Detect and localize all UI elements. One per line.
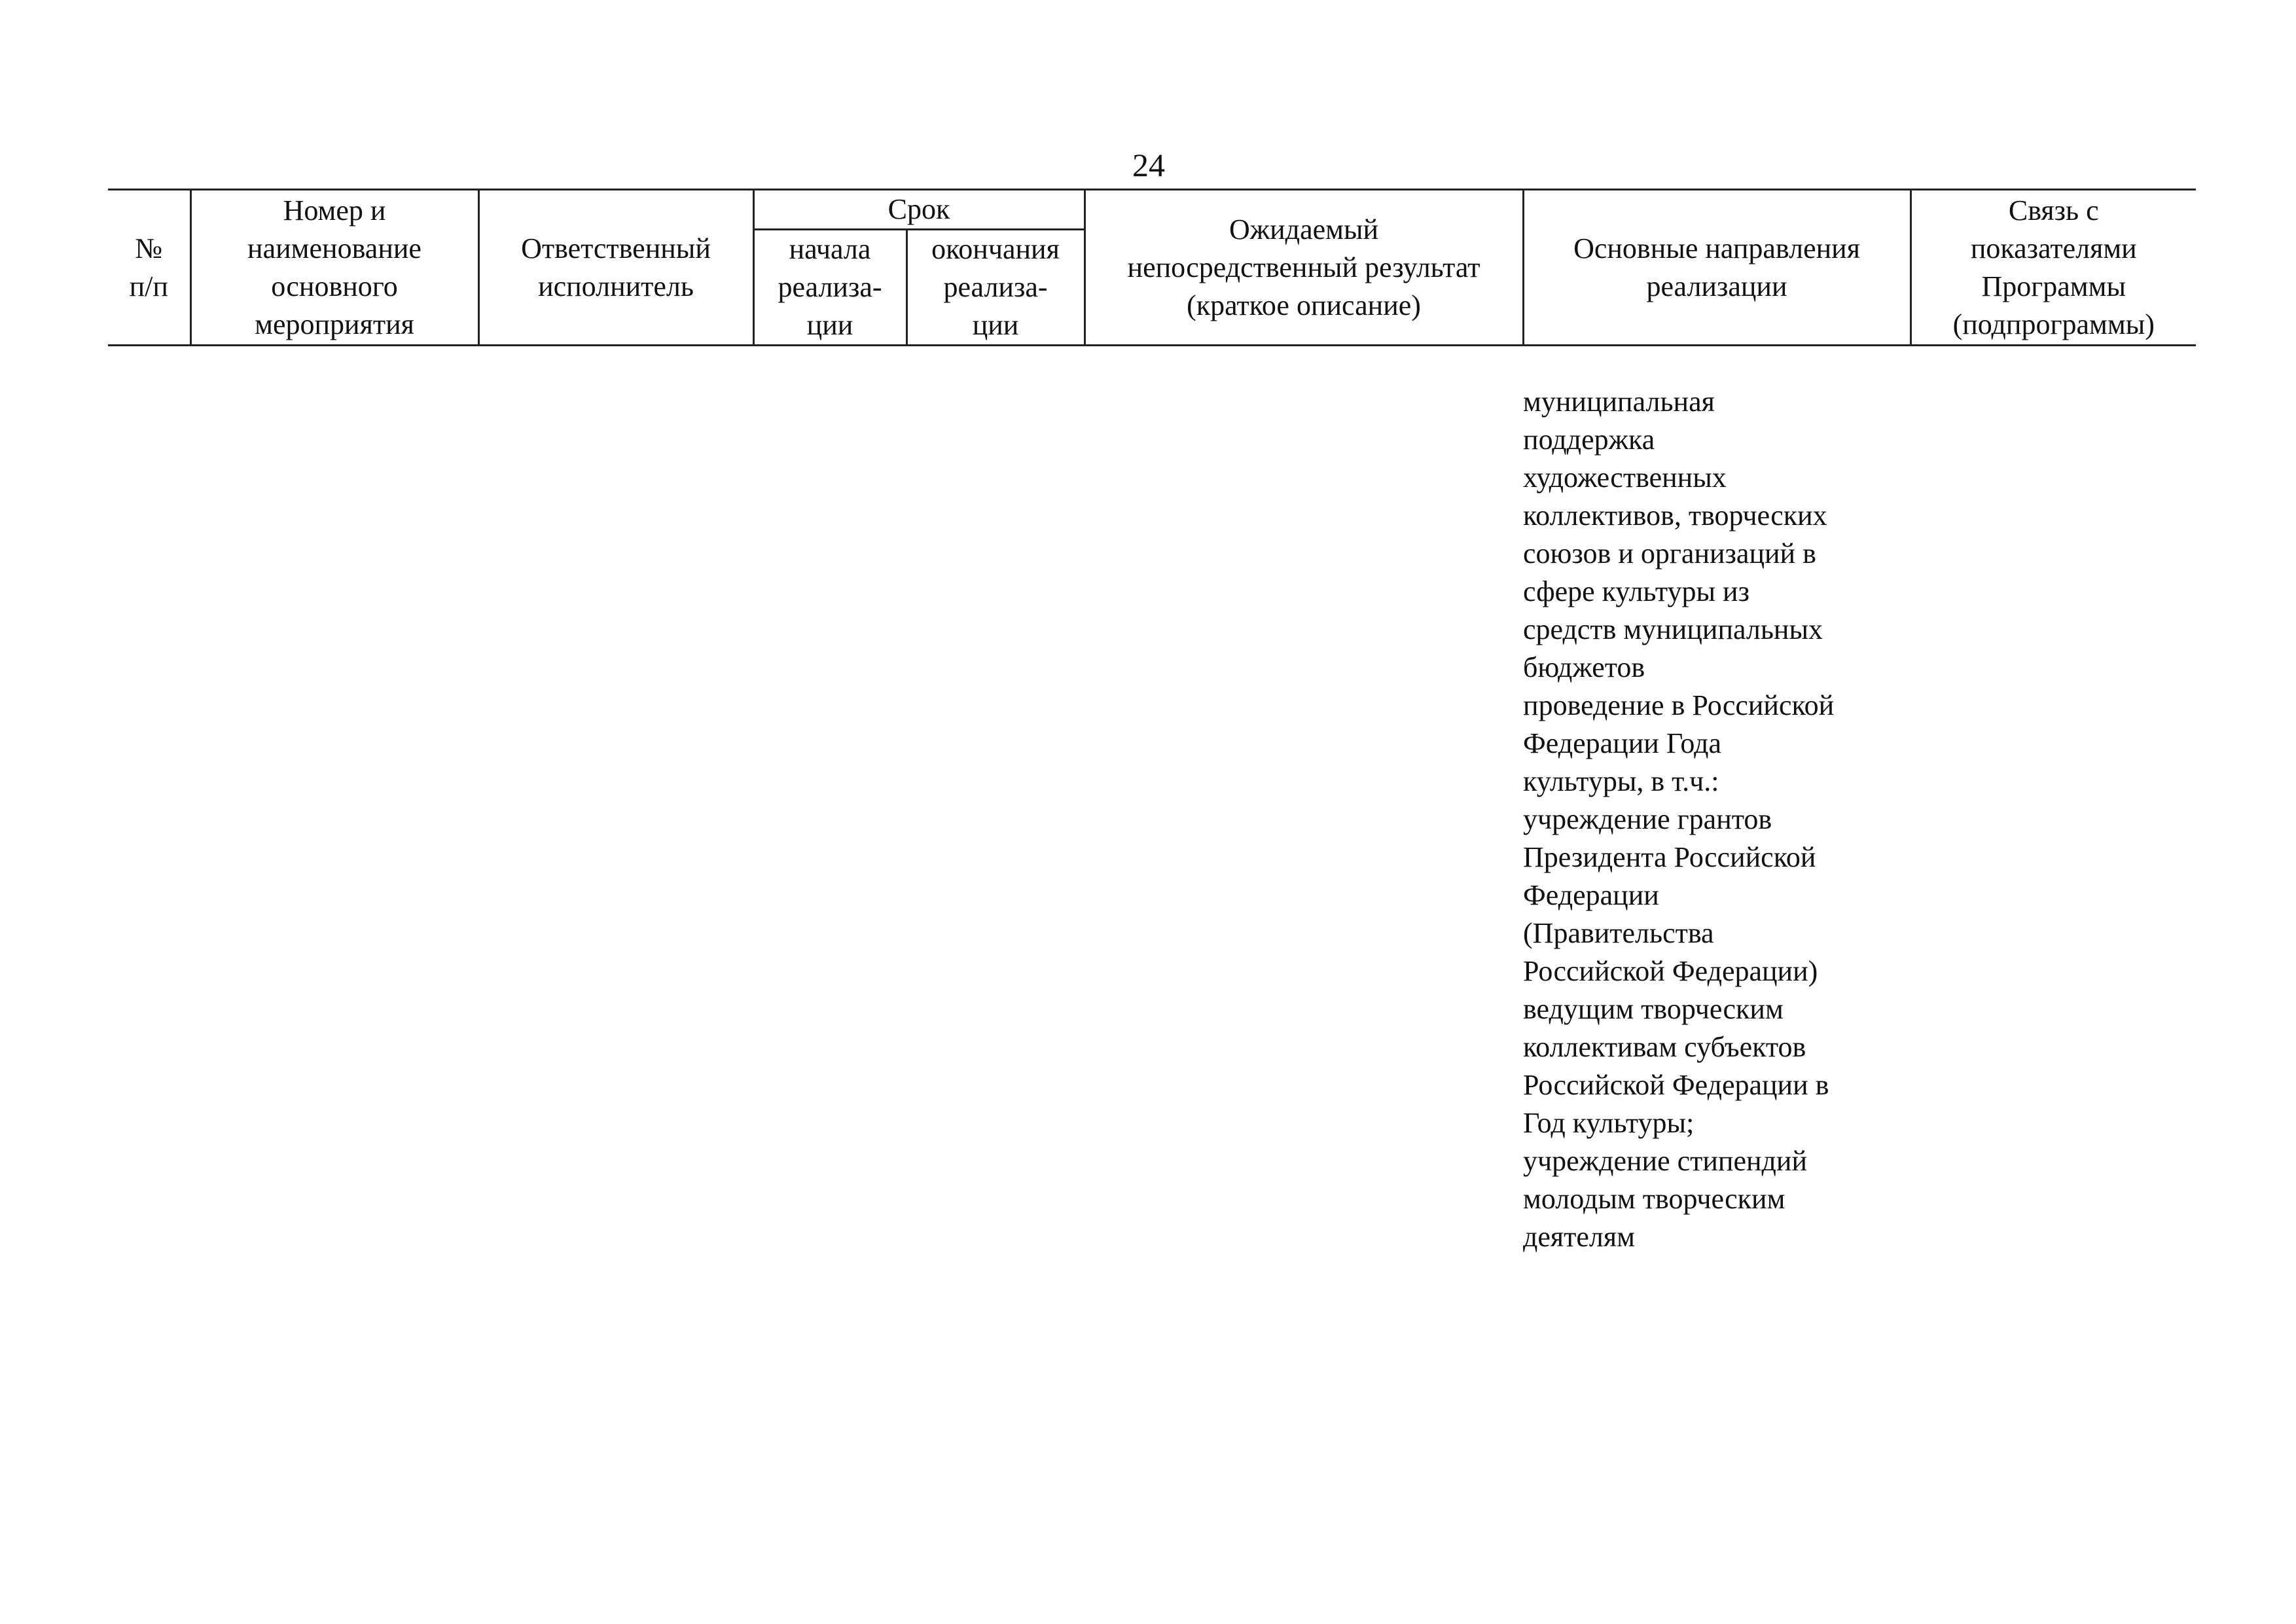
header-term: Срок: [753, 190, 1085, 230]
directions-line: коллективов, творческих: [1523, 499, 1827, 532]
directions-line: молодым творческим: [1523, 1183, 1785, 1215]
directions-line: бюджетов: [1523, 651, 1645, 683]
directions-line: деятелям: [1523, 1221, 1635, 1253]
activities-table: [108, 189, 2196, 1256]
directions-line: Федерации Года: [1523, 727, 1722, 759]
page-number: 24: [1132, 147, 1165, 183]
directions-line: Год культуры;: [1523, 1107, 1695, 1139]
directions-line: сфере культуры из: [1523, 575, 1749, 607]
header-num: № п/п: [108, 190, 190, 346]
directions-line: Российской Федерации): [1523, 955, 1818, 987]
table-row: [108, 346, 2196, 1257]
directions-line: учреждение грантов: [1523, 803, 1772, 835]
header-result: Ожидаемый непосредственный результат (краткое описание): [1085, 190, 1523, 346]
cell-directions: [1523, 346, 1910, 1257]
directions-line: Федерации: [1523, 879, 1659, 911]
directions-line: учреждение стипендий: [1523, 1145, 1808, 1177]
directions-line: Президента Российской: [1523, 841, 1816, 873]
directions-line: коллективам субъектов: [1523, 1031, 1806, 1063]
header-term-start: начала реализа- ции: [753, 230, 906, 346]
cell-result: [1085, 346, 1523, 1257]
directions-line: муниципальная: [1523, 386, 1715, 418]
directions-line: ведущим творческим: [1523, 993, 1784, 1025]
cell-num: [108, 346, 190, 1257]
directions-line: художественных: [1523, 461, 1727, 494]
directions-line: проведение в Российской: [1523, 689, 1835, 721]
header-link: Связь с показателями Программы (подпрограммы): [1910, 190, 2196, 346]
directions-line: средств муниципальных: [1523, 613, 1823, 645]
directions-line: союзов и организаций в: [1523, 537, 1816, 569]
directions-line: Российской Федерации в: [1523, 1069, 1829, 1101]
cell-measure: [190, 346, 478, 1257]
header-term-end: окончания реализа- ции: [906, 230, 1085, 346]
cell-term-start: [753, 346, 906, 1257]
header-directions: Основные направления реализации: [1523, 190, 1910, 346]
directions-line: культуры, в т.ч.:: [1523, 765, 1719, 797]
directions-line: поддержка: [1523, 424, 1655, 456]
cell-link: [1910, 346, 2196, 1257]
header-executor: Ответственный исполнитель: [478, 190, 753, 346]
directions-line: (Правительства: [1523, 917, 1714, 949]
cell-term-end: [906, 346, 1085, 1257]
header-measure: Номер и наименование основного мероприятия: [190, 190, 478, 346]
cell-executor: [478, 346, 753, 1257]
